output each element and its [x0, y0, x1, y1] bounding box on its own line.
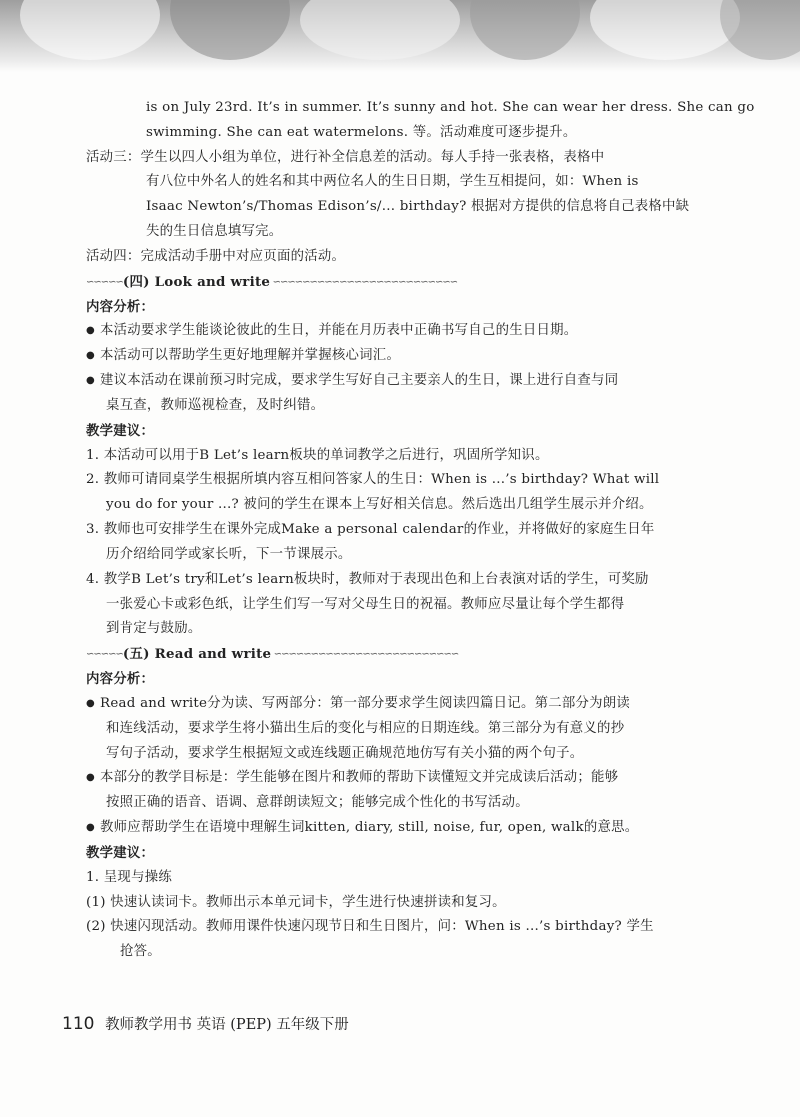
- text-line: 有八位中外名人的姓名和其中两位名人的生日日期，学生互相提问，如：When is: [146, 174, 639, 190]
- text-line: 1. 呈现与操练: [86, 869, 172, 885]
- bullet-item: ● Read and write分为读、写两部分：第一部分要求学生阅读四篇日记。第二部分为朗读: [86, 692, 706, 716]
- text-line: (1) 快速认读词卡。教师出示本单元词卡，学生进行快速拼读和复习。: [86, 894, 506, 910]
- text-line: 历介绍给同学或家长听，下一节课展示。: [106, 546, 352, 562]
- bullet-icon: ●: [86, 697, 95, 709]
- text-line: 1. 本活动可以用于B Let’s learn板块的单词教学之后进行，巩固所学知识。: [86, 447, 549, 463]
- text-line: 失的生日信息填写完。: [146, 224, 283, 240]
- section-title: ∽∽∽∽∽(五) Read and write ∽∽∽∽∽∽∽∽∽∽∽∽∽∽∽∽∽∽∽∽∽∽∽∽∽: [86, 646, 459, 663]
- text-line: 2. 教师可请同桌学生根据所填内容互相问答家人的生日：When is ...’s birthday? What will: [86, 472, 660, 488]
- page-footer: [62, 1013, 349, 1034]
- subheading: 教学建议：: [86, 844, 155, 861]
- bullet-item: ● 建议本活动在课前预习时完成，要求学生写好自己主要亲人的生日，课上进行自查与同: [86, 369, 706, 393]
- bullet-icon: ●: [86, 325, 95, 337]
- wave-divider-right: ∽∽∽∽∽∽∽∽∽∽∽∽∽∽∽∽∽∽∽∽∽∽∽∽∽: [271, 649, 459, 661]
- text-line: 活动四：完成活动手册中对应页面的活动。: [86, 248, 346, 264]
- bullet-icon: ●: [86, 350, 95, 362]
- footer-book-title: 教师教学用书 英语 (PEP) 五年级下册: [105, 1017, 349, 1033]
- text-line: 到肯定与鼓励。: [106, 621, 202, 637]
- text-line: is on July 23rd. It’s in summer. It’s sunny and hot. She can wear her dress. She can go: [146, 100, 755, 115]
- text-line: 活动三：学生以四人小组为单位，进行补全信息差的活动。每人手持一张表格，表格中: [86, 149, 605, 165]
- subheading: 内容分析：: [86, 671, 155, 688]
- wave-divider-left: ∽∽∽∽∽: [86, 276, 123, 288]
- text-line: 桌互查，教师巡视检查，及时纠错。: [106, 397, 325, 413]
- text-line: swimming. She can eat watermelons. 等。活动难度可逐步提升。: [146, 124, 577, 140]
- text-line: 和连线活动，要求学生将小猫出生后的变化与相应的日期连线。第三部分为有意义的抄: [106, 720, 625, 736]
- wave-divider-right: ∽∽∽∽∽∽∽∽∽∽∽∽∽∽∽∽∽∽∽∽∽∽∽∽∽: [270, 276, 458, 288]
- text-line: you do for your ...? 被问的学生在课本上写好相关信息。然后选出几组学生展示并介绍。: [106, 497, 653, 513]
- bullet-icon: ●: [86, 375, 95, 387]
- bullet-icon: ●: [86, 822, 95, 834]
- bullet-item: ● 教师应帮助学生在语境中理解生词kitten, diary, still, noise, fur, open, walk的意思。: [86, 816, 706, 840]
- text-line: 按照正确的语音、语调、意群朗读短文；能够完成个性化的书写活动。: [106, 795, 529, 811]
- page-number: 110: [62, 1014, 95, 1034]
- bullet-item: ● 本活动可以帮助学生更好地理解并掌握核心词汇。: [86, 344, 706, 368]
- subheading: 内容分析：: [86, 298, 155, 315]
- text-line: 抢答。: [120, 944, 161, 960]
- text-line: (2) 快速闪现活动。教师用课件快速闪现节日和生日图片，问：When is ...’s birthday? 学生: [86, 919, 654, 935]
- text-line: 写句子活动，要求学生根据短文或连线题正确规范地仿写有关小猫的两个句子。: [106, 745, 584, 761]
- text-line: 3. 教师也可安排学生在课外完成Make a personal calendar的作业，并将做好的家庭生日年: [86, 522, 655, 538]
- bullet-item: ● 本活动要求学生能谈论彼此的生日，并能在月历表中正确书写自己的生日日期。: [86, 319, 706, 343]
- text-line: 一张爱心卡或彩色纸，让学生们写一写对父母生日的祝福。教师应尽量让每个学生都得: [106, 596, 625, 612]
- text-line: 4. 教学B Let’s try和Let’s learn板块时，教师对于表现出色和上台表演对话的学生，可奖励: [86, 571, 649, 587]
- wave-divider-left: ∽∽∽∽∽: [86, 649, 123, 661]
- subheading: 教学建议：: [86, 422, 155, 439]
- bullet-icon: ●: [86, 772, 95, 784]
- text-line: Isaac Newton’s/Thomas Edison’s/... birthday? 根据对方提供的信息将自己表格中缺: [146, 199, 690, 215]
- section-title: ∽∽∽∽∽(四) Look and write ∽∽∽∽∽∽∽∽∽∽∽∽∽∽∽∽∽∽∽∽∽∽∽∽∽: [86, 273, 458, 290]
- bullet-item: ● 本部分的教学目标是：学生能够在图片和教师的帮助下读懂短文并完成读后活动；能够: [86, 766, 706, 790]
